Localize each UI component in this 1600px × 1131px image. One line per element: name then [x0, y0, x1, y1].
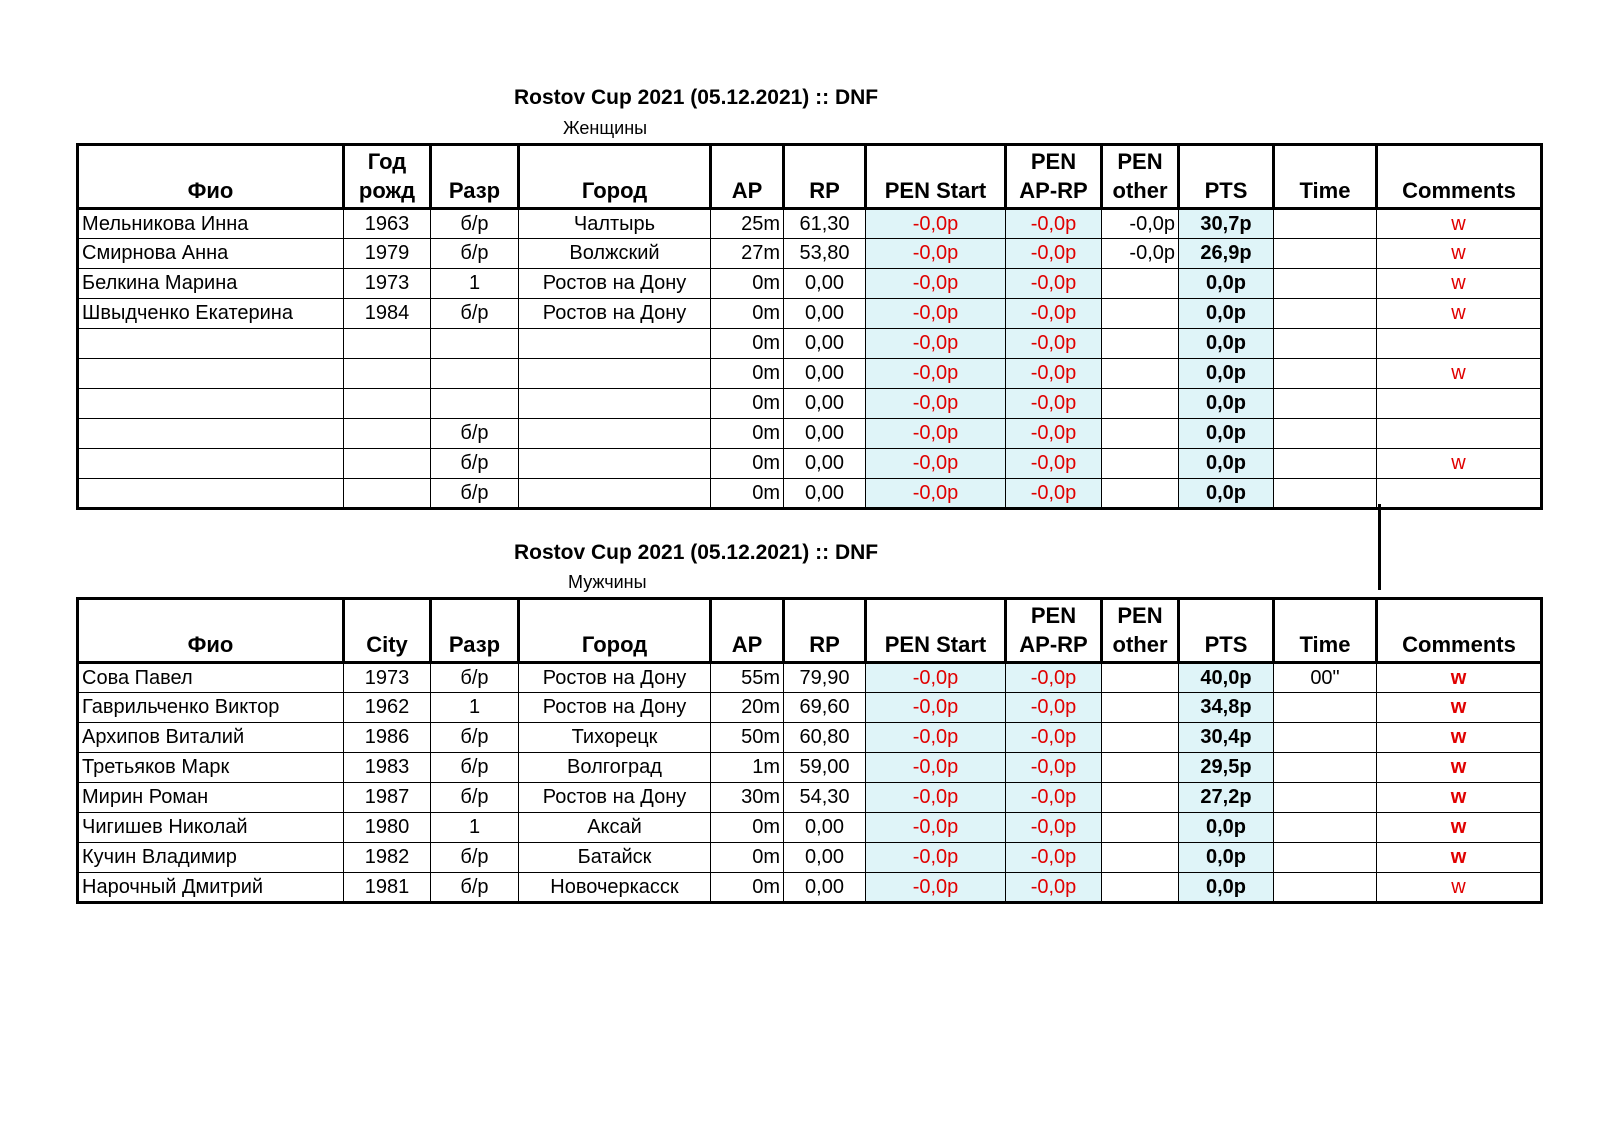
year-cell [344, 359, 431, 389]
rank-cell: 1 [431, 693, 519, 723]
header-year: Год рожд [344, 145, 431, 209]
time-cell [1274, 723, 1377, 753]
name-cell: Белкина Марина [78, 269, 344, 299]
pen-other-cell [1102, 663, 1179, 693]
pen-start-cell: -0,0р [866, 389, 1006, 419]
ap-cell: 25m [711, 209, 784, 239]
pts-cell: 0,0р [1179, 813, 1274, 843]
pen-ap-rp-cell: -0,0р [1006, 663, 1102, 693]
city-cell [519, 329, 711, 359]
rp-cell: 79,90 [784, 663, 866, 693]
ap-cell: 0m [711, 299, 784, 329]
pen-ap-rp-cell: -0,0р [1006, 479, 1102, 509]
rank-cell: б/р [431, 419, 519, 449]
pen-start-cell: -0,0р [866, 843, 1006, 873]
time-cell [1274, 479, 1377, 509]
header-fio: Фио [78, 599, 344, 663]
time-cell [1274, 239, 1377, 269]
city-cell [519, 389, 711, 419]
pen-other-cell [1102, 723, 1179, 753]
year-cell: 1983 [344, 753, 431, 783]
section-subtitle-women: Женщины [563, 118, 648, 138]
pen-ap-rp-cell: -0,0р [1006, 419, 1102, 449]
comments-cell: w [1377, 663, 1542, 693]
pen-other-cell: -0,0р [1102, 239, 1179, 269]
year-cell: 1984 [344, 299, 431, 329]
year-cell: 1962 [344, 693, 431, 723]
time-cell [1274, 419, 1377, 449]
city-cell: Волгоград [519, 753, 711, 783]
pen-other-cell [1102, 479, 1179, 509]
pen-start-cell: -0,0р [866, 693, 1006, 723]
comments-cell [1377, 329, 1542, 359]
pen-start-cell: -0,0р [866, 753, 1006, 783]
year-cell [344, 479, 431, 509]
table-row [78, 753, 1542, 783]
header-comments: Comments [1377, 145, 1542, 209]
pts-cell: 0,0р [1179, 479, 1274, 509]
rank-cell: б/р [431, 843, 519, 873]
pen-ap-rp-cell: -0,0р [1006, 753, 1102, 783]
table-row [78, 723, 1542, 753]
pts-cell: 30,4р [1179, 723, 1274, 753]
name-cell [78, 359, 344, 389]
pts-cell: 0,0р [1179, 269, 1274, 299]
time-cell [1274, 783, 1377, 813]
comments-cell: w [1377, 753, 1542, 783]
name-cell: Сова Павел [78, 663, 344, 693]
city-cell: Тихорецк [519, 723, 711, 753]
pen-other-cell [1102, 329, 1179, 359]
pen-start-cell: -0,0р [866, 239, 1006, 269]
table-row [78, 239, 1542, 269]
comments-cell: w [1377, 449, 1542, 479]
comments-cell: w [1377, 783, 1542, 813]
rp-cell: 0,00 [784, 479, 866, 509]
pen-other-cell [1102, 843, 1179, 873]
pts-cell: 30,7р [1179, 209, 1274, 239]
year-cell [344, 419, 431, 449]
pts-cell: 0,0р [1179, 843, 1274, 873]
city-cell [519, 449, 711, 479]
pen-ap-rp-cell: -0,0р [1006, 239, 1102, 269]
comments-cell: w [1377, 693, 1542, 723]
comments-cell: w [1377, 843, 1542, 873]
year-cell [344, 389, 431, 419]
time-cell [1274, 329, 1377, 359]
comments-cell: w [1377, 359, 1542, 389]
rp-cell: 60,80 [784, 723, 866, 753]
city-cell [519, 419, 711, 449]
pen-ap-rp-cell: -0,0р [1006, 693, 1102, 723]
name-cell: Гаврильченко Виктор [78, 693, 344, 723]
year-cell: 1973 [344, 269, 431, 299]
rank-cell: 1 [431, 813, 519, 843]
time-cell [1274, 389, 1377, 419]
pen-start-cell: -0,0р [866, 419, 1006, 449]
rank-cell [431, 329, 519, 359]
header-comments: Comments [1377, 599, 1542, 663]
pen-ap-rp-cell: -0,0р [1006, 389, 1102, 419]
rank-cell: б/р [431, 479, 519, 509]
time-cell [1274, 209, 1377, 239]
ap-cell: 27m [711, 239, 784, 269]
header-pen-start: PEN Start [866, 599, 1006, 663]
pen-start-cell: -0,0р [866, 873, 1006, 903]
header-rp: RP [784, 599, 866, 663]
comments-cell [1377, 479, 1542, 509]
city-cell: Батайск [519, 843, 711, 873]
ap-cell: 0m [711, 813, 784, 843]
pen-ap-rp-cell: -0,0р [1006, 329, 1102, 359]
pen-ap-rp-cell: -0,0р [1006, 269, 1102, 299]
ap-cell: 0m [711, 359, 784, 389]
name-cell [78, 449, 344, 479]
year-cell: 1982 [344, 843, 431, 873]
header-city: Город [519, 599, 711, 663]
pts-cell: 0,0р [1179, 873, 1274, 903]
year-cell: 1963 [344, 209, 431, 239]
section-title-men: Rostov Cup 2021 (05.12.2021) :: DNF [514, 541, 879, 564]
time-cell [1274, 269, 1377, 299]
year-cell: 1987 [344, 783, 431, 813]
header-pen-other: PEN other [1102, 145, 1179, 209]
pen-start-cell: -0,0р [866, 329, 1006, 359]
pen-start-cell: -0,0р [866, 269, 1006, 299]
ap-cell: 1m [711, 753, 784, 783]
comments-cell: w [1377, 209, 1542, 239]
header-pts: PTS [1179, 145, 1274, 209]
table-row [78, 663, 1542, 693]
city-cell: Ростов на Дону [519, 299, 711, 329]
year-cell: 1973 [344, 663, 431, 693]
table-row [78, 209, 1542, 239]
pen-other-cell [1102, 419, 1179, 449]
header-fio: Фио [78, 145, 344, 209]
name-cell [78, 329, 344, 359]
pen-other-cell [1102, 813, 1179, 843]
year-cell: 1986 [344, 723, 431, 753]
rp-cell: 0,00 [784, 299, 866, 329]
time-cell [1274, 449, 1377, 479]
pen-start-cell: -0,0р [866, 359, 1006, 389]
pen-start-cell: -0,0р [866, 479, 1006, 509]
table-row [78, 419, 1542, 449]
pen-other-cell [1102, 753, 1179, 783]
name-cell: Нарочный Дмитрий [78, 873, 344, 903]
rp-cell: 0,00 [784, 269, 866, 299]
pen-start-cell: -0,0р [866, 209, 1006, 239]
pen-start-cell: -0,0р [866, 663, 1006, 693]
city-cell: Ростов на Дону [519, 783, 711, 813]
ap-cell: 0m [711, 269, 784, 299]
name-cell: Чигишев Николай [78, 813, 344, 843]
header-rp: RP [784, 145, 866, 209]
pts-cell: 29,5р [1179, 753, 1274, 783]
year-cell [344, 449, 431, 479]
results-table-men [76, 597, 1543, 904]
rp-cell: 0,00 [784, 329, 866, 359]
table-row [78, 873, 1542, 903]
name-cell: Смирнова Анна [78, 239, 344, 269]
ap-cell: 0m [711, 419, 784, 449]
ap-cell: 0m [711, 329, 784, 359]
city-cell: Ростов на Дону [519, 269, 711, 299]
section-subtitle-men: Мужчины [568, 572, 647, 592]
rp-cell: 0,00 [784, 359, 866, 389]
name-cell: Швыдченко Екатерина [78, 299, 344, 329]
rp-cell: 0,00 [784, 419, 866, 449]
pts-cell: 0,0р [1179, 389, 1274, 419]
header-pts: PTS [1179, 599, 1274, 663]
pen-ap-rp-cell: -0,0р [1006, 209, 1102, 239]
header-year: City [344, 599, 431, 663]
comments-cell: w [1377, 813, 1542, 843]
ap-cell: 50m [711, 723, 784, 753]
pen-other-cell [1102, 783, 1179, 813]
name-cell [78, 389, 344, 419]
name-cell: Мельникова Инна [78, 209, 344, 239]
city-cell: Ростов на Дону [519, 693, 711, 723]
name-cell: Третьяков Марк [78, 753, 344, 783]
section-title-women: Rostov Cup 2021 (05.12.2021) :: DNF [514, 86, 879, 109]
rp-cell: 0,00 [784, 449, 866, 479]
table-header-row [78, 145, 1542, 209]
pen-other-cell [1102, 693, 1179, 723]
pts-cell: 34,8р [1179, 693, 1274, 723]
pen-start-cell: -0,0р [866, 723, 1006, 753]
pts-cell: 0,0р [1179, 299, 1274, 329]
rank-cell: 1 [431, 269, 519, 299]
year-cell: 1980 [344, 813, 431, 843]
header-pen-ap-rp: PEN AP-RP [1006, 145, 1102, 209]
pen-ap-rp-cell: -0,0р [1006, 843, 1102, 873]
table-row [78, 449, 1542, 479]
pen-other-cell [1102, 269, 1179, 299]
rank-cell: б/р [431, 209, 519, 239]
table-row [78, 813, 1542, 843]
name-cell: Архипов Виталий [78, 723, 344, 753]
city-cell: Аксай [519, 813, 711, 843]
name-cell: Кучин Владимир [78, 843, 344, 873]
ap-cell: 30m [711, 783, 784, 813]
rp-cell: 59,00 [784, 753, 866, 783]
table-row [78, 299, 1542, 329]
city-cell [519, 359, 711, 389]
header-pen-ap-rp: PEN AP-RP [1006, 599, 1102, 663]
time-cell [1274, 693, 1377, 723]
table-row [78, 693, 1542, 723]
results-table-women [76, 143, 1543, 510]
header-ap: AP [711, 599, 784, 663]
pen-start-cell: -0,0р [866, 299, 1006, 329]
pen-ap-rp-cell: -0,0р [1006, 359, 1102, 389]
table-row [78, 783, 1542, 813]
header-pen-other: PEN other [1102, 599, 1179, 663]
pen-ap-rp-cell: -0,0р [1006, 723, 1102, 753]
rp-cell: 69,60 [784, 693, 866, 723]
pen-other-cell [1102, 389, 1179, 419]
pen-other-cell [1102, 299, 1179, 329]
table-row [78, 269, 1542, 299]
header-ap: AP [711, 145, 784, 209]
rank-cell [431, 359, 519, 389]
time-cell [1274, 299, 1377, 329]
city-cell: Ростов на Дону [519, 663, 711, 693]
comments-cell [1377, 419, 1542, 449]
pen-ap-rp-cell: -0,0р [1006, 449, 1102, 479]
rank-cell: б/р [431, 783, 519, 813]
rp-cell: 0,00 [784, 843, 866, 873]
city-cell [519, 479, 711, 509]
comments-cell: w [1377, 269, 1542, 299]
pen-start-cell: -0,0р [866, 813, 1006, 843]
table-row [78, 843, 1542, 873]
ap-cell: 0m [711, 873, 784, 903]
header-time: Time [1274, 599, 1377, 663]
ap-cell: 0m [711, 449, 784, 479]
year-cell [344, 329, 431, 359]
pts-cell: 0,0р [1179, 449, 1274, 479]
pen-other-cell [1102, 873, 1179, 903]
name-cell [78, 479, 344, 509]
rank-cell [431, 389, 519, 419]
divider-line [1378, 504, 1381, 590]
rp-cell: 53,80 [784, 239, 866, 269]
rank-cell: б/р [431, 449, 519, 479]
rank-cell: б/р [431, 753, 519, 783]
pts-cell: 0,0р [1179, 329, 1274, 359]
time-cell [1274, 873, 1377, 903]
time-cell [1274, 753, 1377, 783]
rp-cell: 0,00 [784, 873, 866, 903]
table-header-row [78, 599, 1542, 663]
ap-cell: 0m [711, 479, 784, 509]
time-cell [1274, 359, 1377, 389]
pen-ap-rp-cell: -0,0р [1006, 783, 1102, 813]
rank-cell: б/р [431, 299, 519, 329]
pen-ap-rp-cell: -0,0р [1006, 299, 1102, 329]
rank-cell: б/р [431, 663, 519, 693]
rp-cell: 54,30 [784, 783, 866, 813]
pen-other-cell: -0,0р [1102, 209, 1179, 239]
ap-cell: 55m [711, 663, 784, 693]
pen-other-cell [1102, 449, 1179, 479]
header-city: Город [519, 145, 711, 209]
pen-ap-rp-cell: -0,0р [1006, 873, 1102, 903]
table-row [78, 389, 1542, 419]
header-rank: Разр [431, 145, 519, 209]
comments-cell: w [1377, 723, 1542, 753]
rp-cell: 0,00 [784, 389, 866, 419]
time-cell [1274, 813, 1377, 843]
pts-cell: 0,0р [1179, 419, 1274, 449]
name-cell: Мирин Роман [78, 783, 344, 813]
pen-start-cell: -0,0р [866, 449, 1006, 479]
pen-other-cell [1102, 359, 1179, 389]
pts-cell: 0,0р [1179, 359, 1274, 389]
time-cell [1274, 843, 1377, 873]
pts-cell: 40,0р [1179, 663, 1274, 693]
city-cell: Волжский [519, 239, 711, 269]
header-time: Time [1274, 145, 1377, 209]
year-cell: 1979 [344, 239, 431, 269]
rank-cell: б/р [431, 239, 519, 269]
rank-cell: б/р [431, 723, 519, 753]
table-row [78, 329, 1542, 359]
header-pen-start: PEN Start [866, 145, 1006, 209]
header-rank: Разр [431, 599, 519, 663]
pts-cell: 26,9р [1179, 239, 1274, 269]
year-cell: 1981 [344, 873, 431, 903]
comments-cell: w [1377, 239, 1542, 269]
rp-cell: 61,30 [784, 209, 866, 239]
name-cell [78, 419, 344, 449]
table-row [78, 479, 1542, 509]
rp-cell: 0,00 [784, 813, 866, 843]
table-row [78, 359, 1542, 389]
comments-cell [1377, 389, 1542, 419]
city-cell: Новочеркасск [519, 873, 711, 903]
ap-cell: 0m [711, 389, 784, 419]
city-cell: Чалтырь [519, 209, 711, 239]
pen-ap-rp-cell: -0,0р [1006, 813, 1102, 843]
pts-cell: 27,2р [1179, 783, 1274, 813]
rank-cell: б/р [431, 873, 519, 903]
ap-cell: 0m [711, 843, 784, 873]
time-cell: 00" [1274, 663, 1377, 693]
pen-start-cell: -0,0р [866, 783, 1006, 813]
ap-cell: 20m [711, 693, 784, 723]
comments-cell: w [1377, 299, 1542, 329]
comments-cell: w [1377, 873, 1542, 903]
